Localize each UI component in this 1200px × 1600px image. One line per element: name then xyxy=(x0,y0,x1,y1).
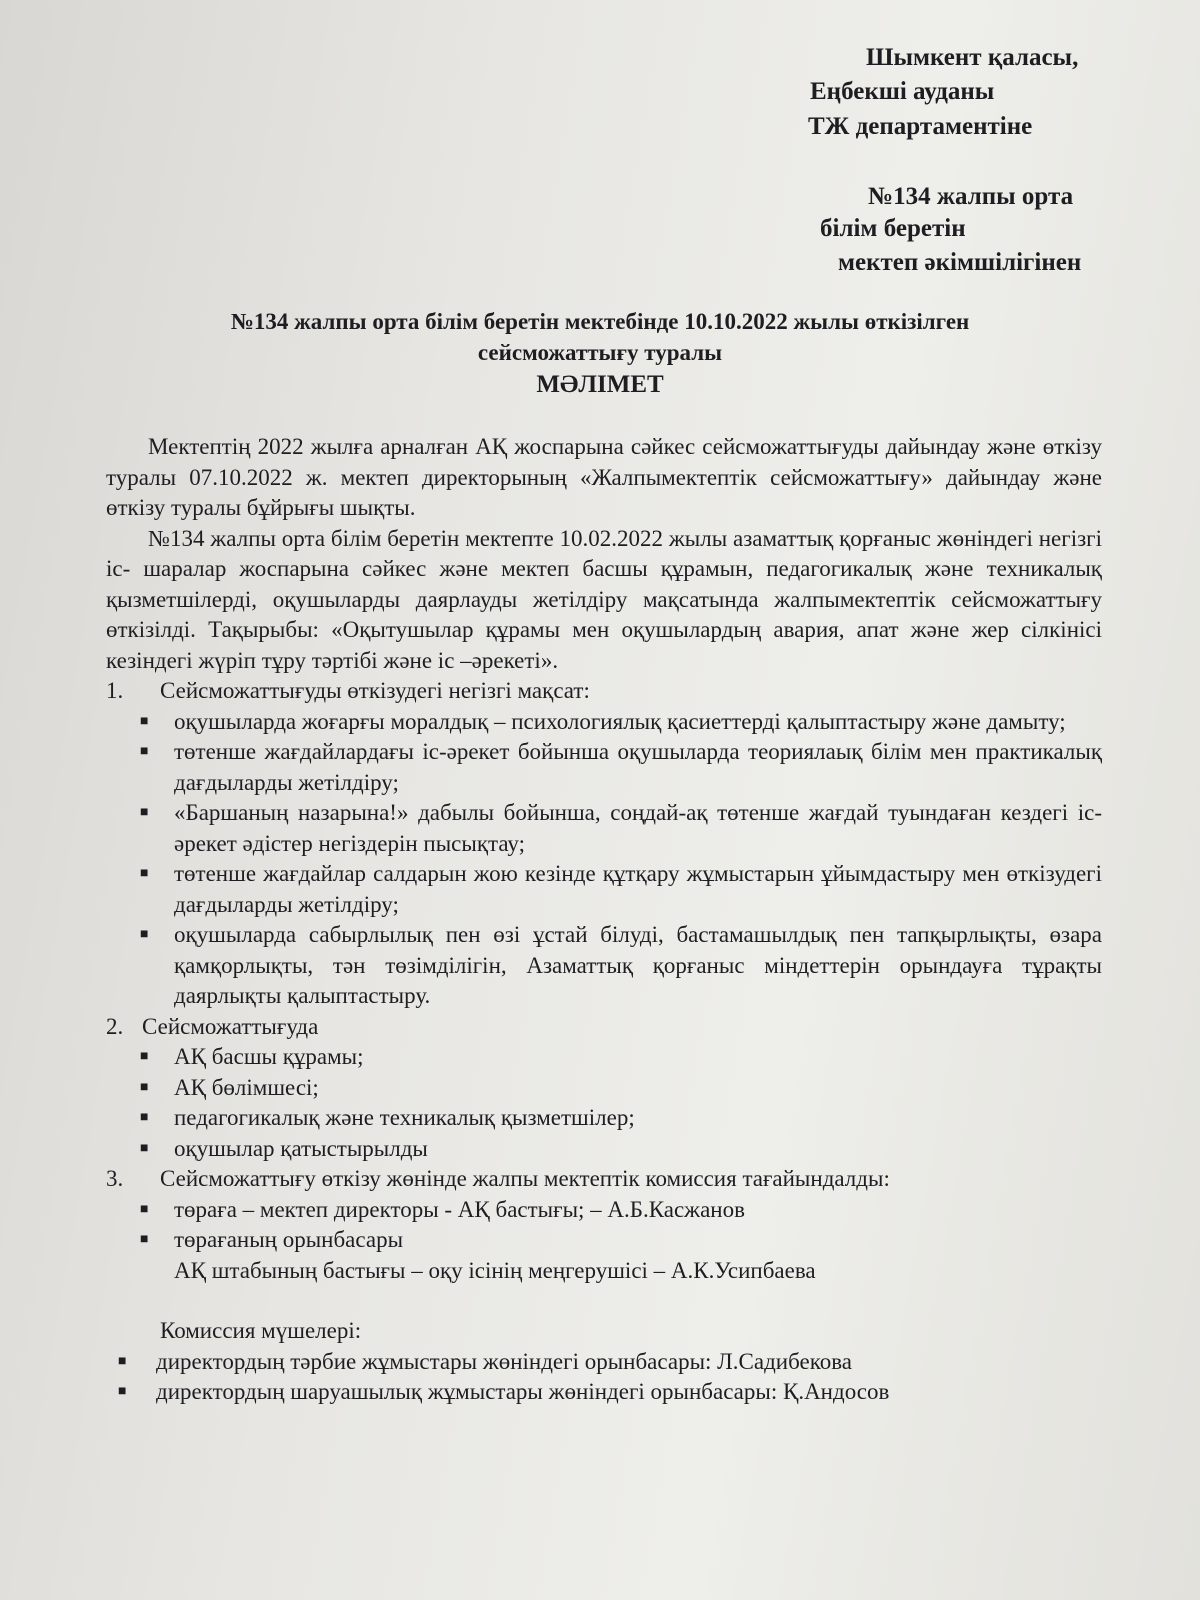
bullet-icon: ■ xyxy=(140,1201,149,1217)
bullet-icon: ■ xyxy=(118,1384,127,1399)
bullet-icon: ■ xyxy=(140,1079,149,1095)
bullet-icon: ■ xyxy=(140,1049,149,1064)
list-item-text: төтенше жағдайлар салдарын жою кезінде құтқару жұмыстарын ұйымдастыру мен өткізудегі дағдыларды жетілдіру; xyxy=(174,861,1102,917)
bullet-icon: ■ xyxy=(140,1232,149,1247)
intro-paragraph-1: Мектептің 2022 жылға арналған АҚ жоспарына сәйкес сейсможаттығуды дайындау және өткізу туралы 07.10.2022 ж. мектеп директорының «Жалпымектептік сейсможаттығу» дайындау және өткізу туралы бұйрығы шықты. xyxy=(106,434,1102,520)
recipient-district: Еңбекші ауданы xyxy=(810,78,995,105)
list-item-text: төрағаның орынбасары xyxy=(174,1227,404,1252)
bullet-icon: ■ xyxy=(140,1110,149,1125)
section-1-title: Сейсможаттығуды өткізудегі негізгі мақсат: xyxy=(160,678,590,703)
list-item xyxy=(106,920,1102,1012)
list-item-text: төраға – мектеп директоры - АҚ бастығы; – А.Б.Касжанов xyxy=(174,1196,745,1222)
list-item-text: директордың тәрбие жұмыстары жөніндегі орынбасары: Л.Садибекова xyxy=(156,1348,852,1374)
list-item-text: АҚ басшы құрамы; xyxy=(174,1044,364,1069)
section-1-heading xyxy=(106,676,1102,707)
list-item xyxy=(106,1073,1102,1104)
sender-administration: мектеп әкімшілігінен xyxy=(838,249,1082,276)
document-body xyxy=(106,432,1102,1408)
list-item-text: директордың шаруашылық жұмыстары жөніндегі орынбасары: Қ.Андосов xyxy=(156,1379,890,1404)
list-item xyxy=(106,1042,1102,1073)
list-item xyxy=(106,1103,1102,1134)
list-item xyxy=(106,1134,1102,1165)
list-item xyxy=(106,1195,1102,1226)
section-1-number: 1. xyxy=(106,678,124,703)
bullet-icon: ■ xyxy=(140,927,149,942)
recipient-city: Шымкент қаласы, xyxy=(866,44,1079,71)
bullet-icon: ■ xyxy=(140,713,149,729)
list-item xyxy=(106,798,1102,859)
list-item-text: «Баршаның назарына!» дабылы бойынша, соңдай-ақ төтенше жағдай туындаған кездегі іс-әрекет әдістер негіздерін пысықтау; xyxy=(174,800,1102,856)
section-3-heading xyxy=(106,1164,1102,1195)
document-title xyxy=(100,306,1100,402)
list-item xyxy=(106,1225,1102,1256)
title-line-3: МӘЛІМЕТ xyxy=(536,371,664,398)
bullet-icon: ■ xyxy=(140,744,149,759)
recipient-department: ТЖ департаментіне xyxy=(808,113,1033,140)
commission-heading: Комиссия мүшелері: xyxy=(160,1318,362,1343)
title-line-1: №134 жалпы орта білім беретін мектебінде 10.10.2022 жылы өткізілген xyxy=(230,309,970,334)
title-line-2: сейсможаттығу туралы xyxy=(477,340,723,365)
list-item xyxy=(106,737,1102,798)
list-item-text: оқушылар қатыстырылды xyxy=(174,1135,428,1161)
section-3-number: 3. xyxy=(106,1166,124,1191)
list-item-text: АҚ бөлімшесі; xyxy=(174,1074,319,1100)
intro-paragraph-2: №134 жалпы орта білім беретін мектепте 10.02.2022 жылы азаматтық қорғаныс жөніндегі негізгі іс- шаралар жоспарына сәйкес және мектеп басшы құрамын, педагогикалық және техникалық қызметшілерді, оқушыларды даярлауды жетілдіру мақсатында жалпымектептік сейсможаттығу өткізілді. Тақырыбы: «Оқытушылар құрамы мен оқушылардың авария, апат және жер сілкінісі кезіндегі жүріп тұру тәртібі және іс –әрекеті». xyxy=(106,525,1102,673)
list-item xyxy=(106,1347,1102,1378)
bullet-icon: ■ xyxy=(140,1140,149,1156)
bullet-icon: ■ xyxy=(140,866,149,881)
section-2-heading xyxy=(106,1012,1102,1043)
list-item-text: төтенше жағдайлардағы іс-әрекет бойынша оқушыларда теориялаық білім мен практикалық дағдыларды жетілдіру; xyxy=(174,739,1102,795)
list-item xyxy=(106,1377,1102,1408)
bullet-icon: ■ xyxy=(140,805,149,820)
section-2-number: 2. xyxy=(106,1013,124,1039)
section-3-extra-line: АҚ штабының бастығы – оқу ісінің меңгерушісі – А.К.Усипбаева xyxy=(174,1257,816,1283)
sender-school-type: білім беретін xyxy=(820,215,966,242)
list-item-text: оқушыларда сабырлылық пен өзі ұстай білуді, бастамашылдық пен тапқырлықты, өзара қамқорлықты, тән төзімділігін, Азаматтық қорғаныс міндеттерін орындауға тұрақты даярлықты қалыптастыру. xyxy=(174,922,1102,1008)
section-3-title: Сейсможаттығу өткізу жөнінде жалпы мектептік комиссия тағайындалды: xyxy=(160,1166,890,1191)
bullet-icon: ■ xyxy=(118,1353,127,1369)
list-item-text: оқушыларда жоғарғы моралдық – психологиялық қасиеттерді қалыптастыру және дамыту; xyxy=(174,708,1066,734)
section-2-title: Сейсможаттығуда xyxy=(142,1013,319,1039)
sender-school: №134 жалпы орта xyxy=(868,183,1074,210)
list-item xyxy=(106,707,1102,738)
list-item-text: педагогикалық және техникалық қызметшілер; xyxy=(174,1105,635,1130)
list-item xyxy=(106,859,1102,920)
